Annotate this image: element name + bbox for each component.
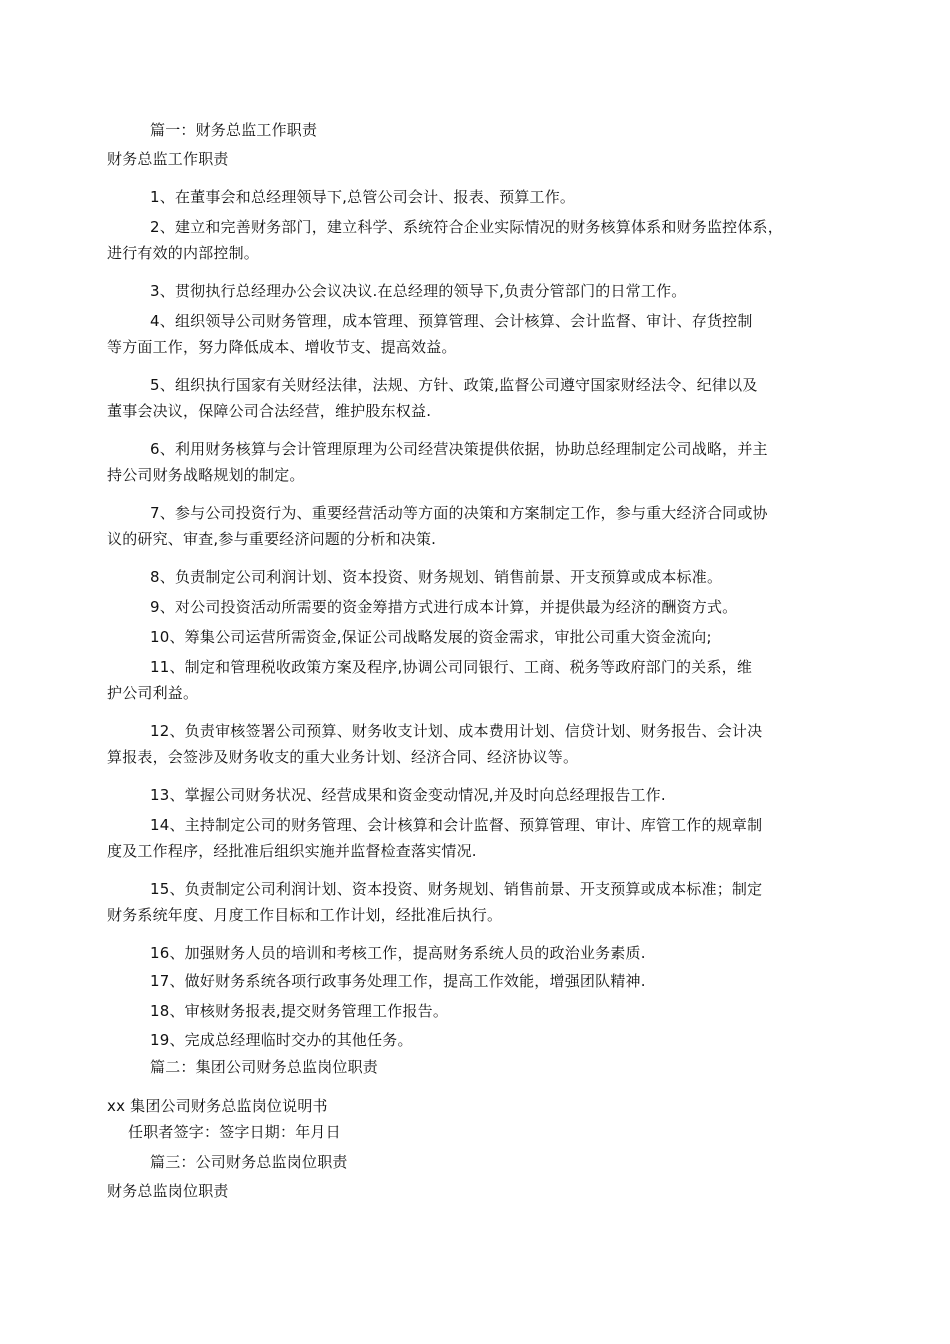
section3-title: 财务总监岗位职责 [107,1182,229,1200]
item-2: 2、建立和完善财务部门，建立科学、系统符合企业实际情况的财务核算体系和财务监控体系， [150,218,783,236]
item-2-cont: 进行有效的内部控制。 [107,244,260,262]
item-17: 17、做好财务系统各项行政事务处理工作，提高工作效能，增强团队精神. [150,972,646,990]
section1-title: 财务总监工作职责 [107,150,229,168]
item-7: 7、参与公司投资行为、重要经营活动等方面的决策和方案制定工作，参与重大经济合同或协 [150,504,768,522]
item-14: 14、主持制定公司的财务管理、会计核算和会计监督、预算管理、审计、库管工作的规章制 [150,816,763,834]
item-12-cont: 算报表，会签涉及财务收支的重大业务计划、经济合同、经济协议等。 [107,748,579,766]
item-5-cont: 董事会决议，保障公司合法经营，维护股东权益. [107,402,432,420]
section1-heading: 篇一：财务总监工作职责 [150,121,318,139]
item-6: 6、利用财务核算与会计管理原理为公司经营决策提供依据，协助总经理制定公司战略，并主 [150,440,768,458]
item-6-cont: 持公司财务战略规划的制定。 [107,466,305,484]
item-14-cont: 度及工作程序，经批准后组织实施并监督检查落实情况. [107,842,477,860]
item-9: 9、对公司投资活动所需要的资金筹措方式进行成本计算，并提供最为经济的酬资方式。 [150,598,738,616]
section3-heading: 篇三：公司财务总监岗位职责 [150,1153,348,1171]
item-8: 8、负责制定公司利润计划、资本投资、财务规划、销售前景、开支预算或成本标准。 [150,568,723,586]
section2-title: xx 集团公司财务总监岗位说明书 [107,1097,328,1115]
item-13: 13、掌握公司财务状况、经营成果和资金变动情况,并及时向总经理报告工作. [150,786,666,804]
item-4-cont: 等方面工作，努力降低成本、增收节支、提高效益。 [107,338,457,356]
item-3: 3、贯彻执行总经理办公会议决议.在总经理的领导下,负责分管部门的日常工作。 [150,282,687,300]
item-12: 12、负责审核签署公司预算、财务收支计划、成本费用计划、信贷计划、财务报告、会计决 [150,722,763,740]
item-18: 18、审核财务报表,提交财务管理工作报告。 [150,1002,449,1020]
item-16: 16、加强财务人员的培训和考核工作，提高财务系统人员的政治业务素质. [150,944,646,962]
item-4: 4、组织领导公司财务管理，成本管理、预算管理、会计核算、会计监督、审计、存货控制 [150,312,753,330]
item-1: 1、在董事会和总经理领导下,总管公司会计、报表、预算工作。 [150,188,576,206]
section2-signature: 任职者签字：签字日期：年月日 [128,1123,341,1141]
section2-heading: 篇二：集团公司财务总监岗位职责 [150,1058,379,1076]
item-10: 10、筹集公司运营所需资金,保证公司战略发展的资金需求，审批公司重大资金流向; [150,628,712,646]
item-11-cont: 护公司利益。 [107,684,199,702]
item-15: 15、负责制定公司利润计划、资本投资、财务规划、销售前景、开支预算或成本标准；制定 [150,880,763,898]
item-15-cont: 财务系统年度、月度工作目标和工作计划，经批准后执行。 [107,906,503,924]
item-7-cont: 议的研究、审查,参与重要经济问题的分析和决策. [107,530,437,548]
item-5: 5、组织执行国家有关财经法律，法规、方针、政策,监督公司遵守国家财经法令、纪律以及 [150,376,758,394]
item-19: 19、完成总经理临时交办的其他任务。 [150,1031,413,1049]
item-11: 11、制定和管理税收政策方案及程序,协调公司同银行、工商、税务等政府部门的关系，维 [150,658,753,676]
